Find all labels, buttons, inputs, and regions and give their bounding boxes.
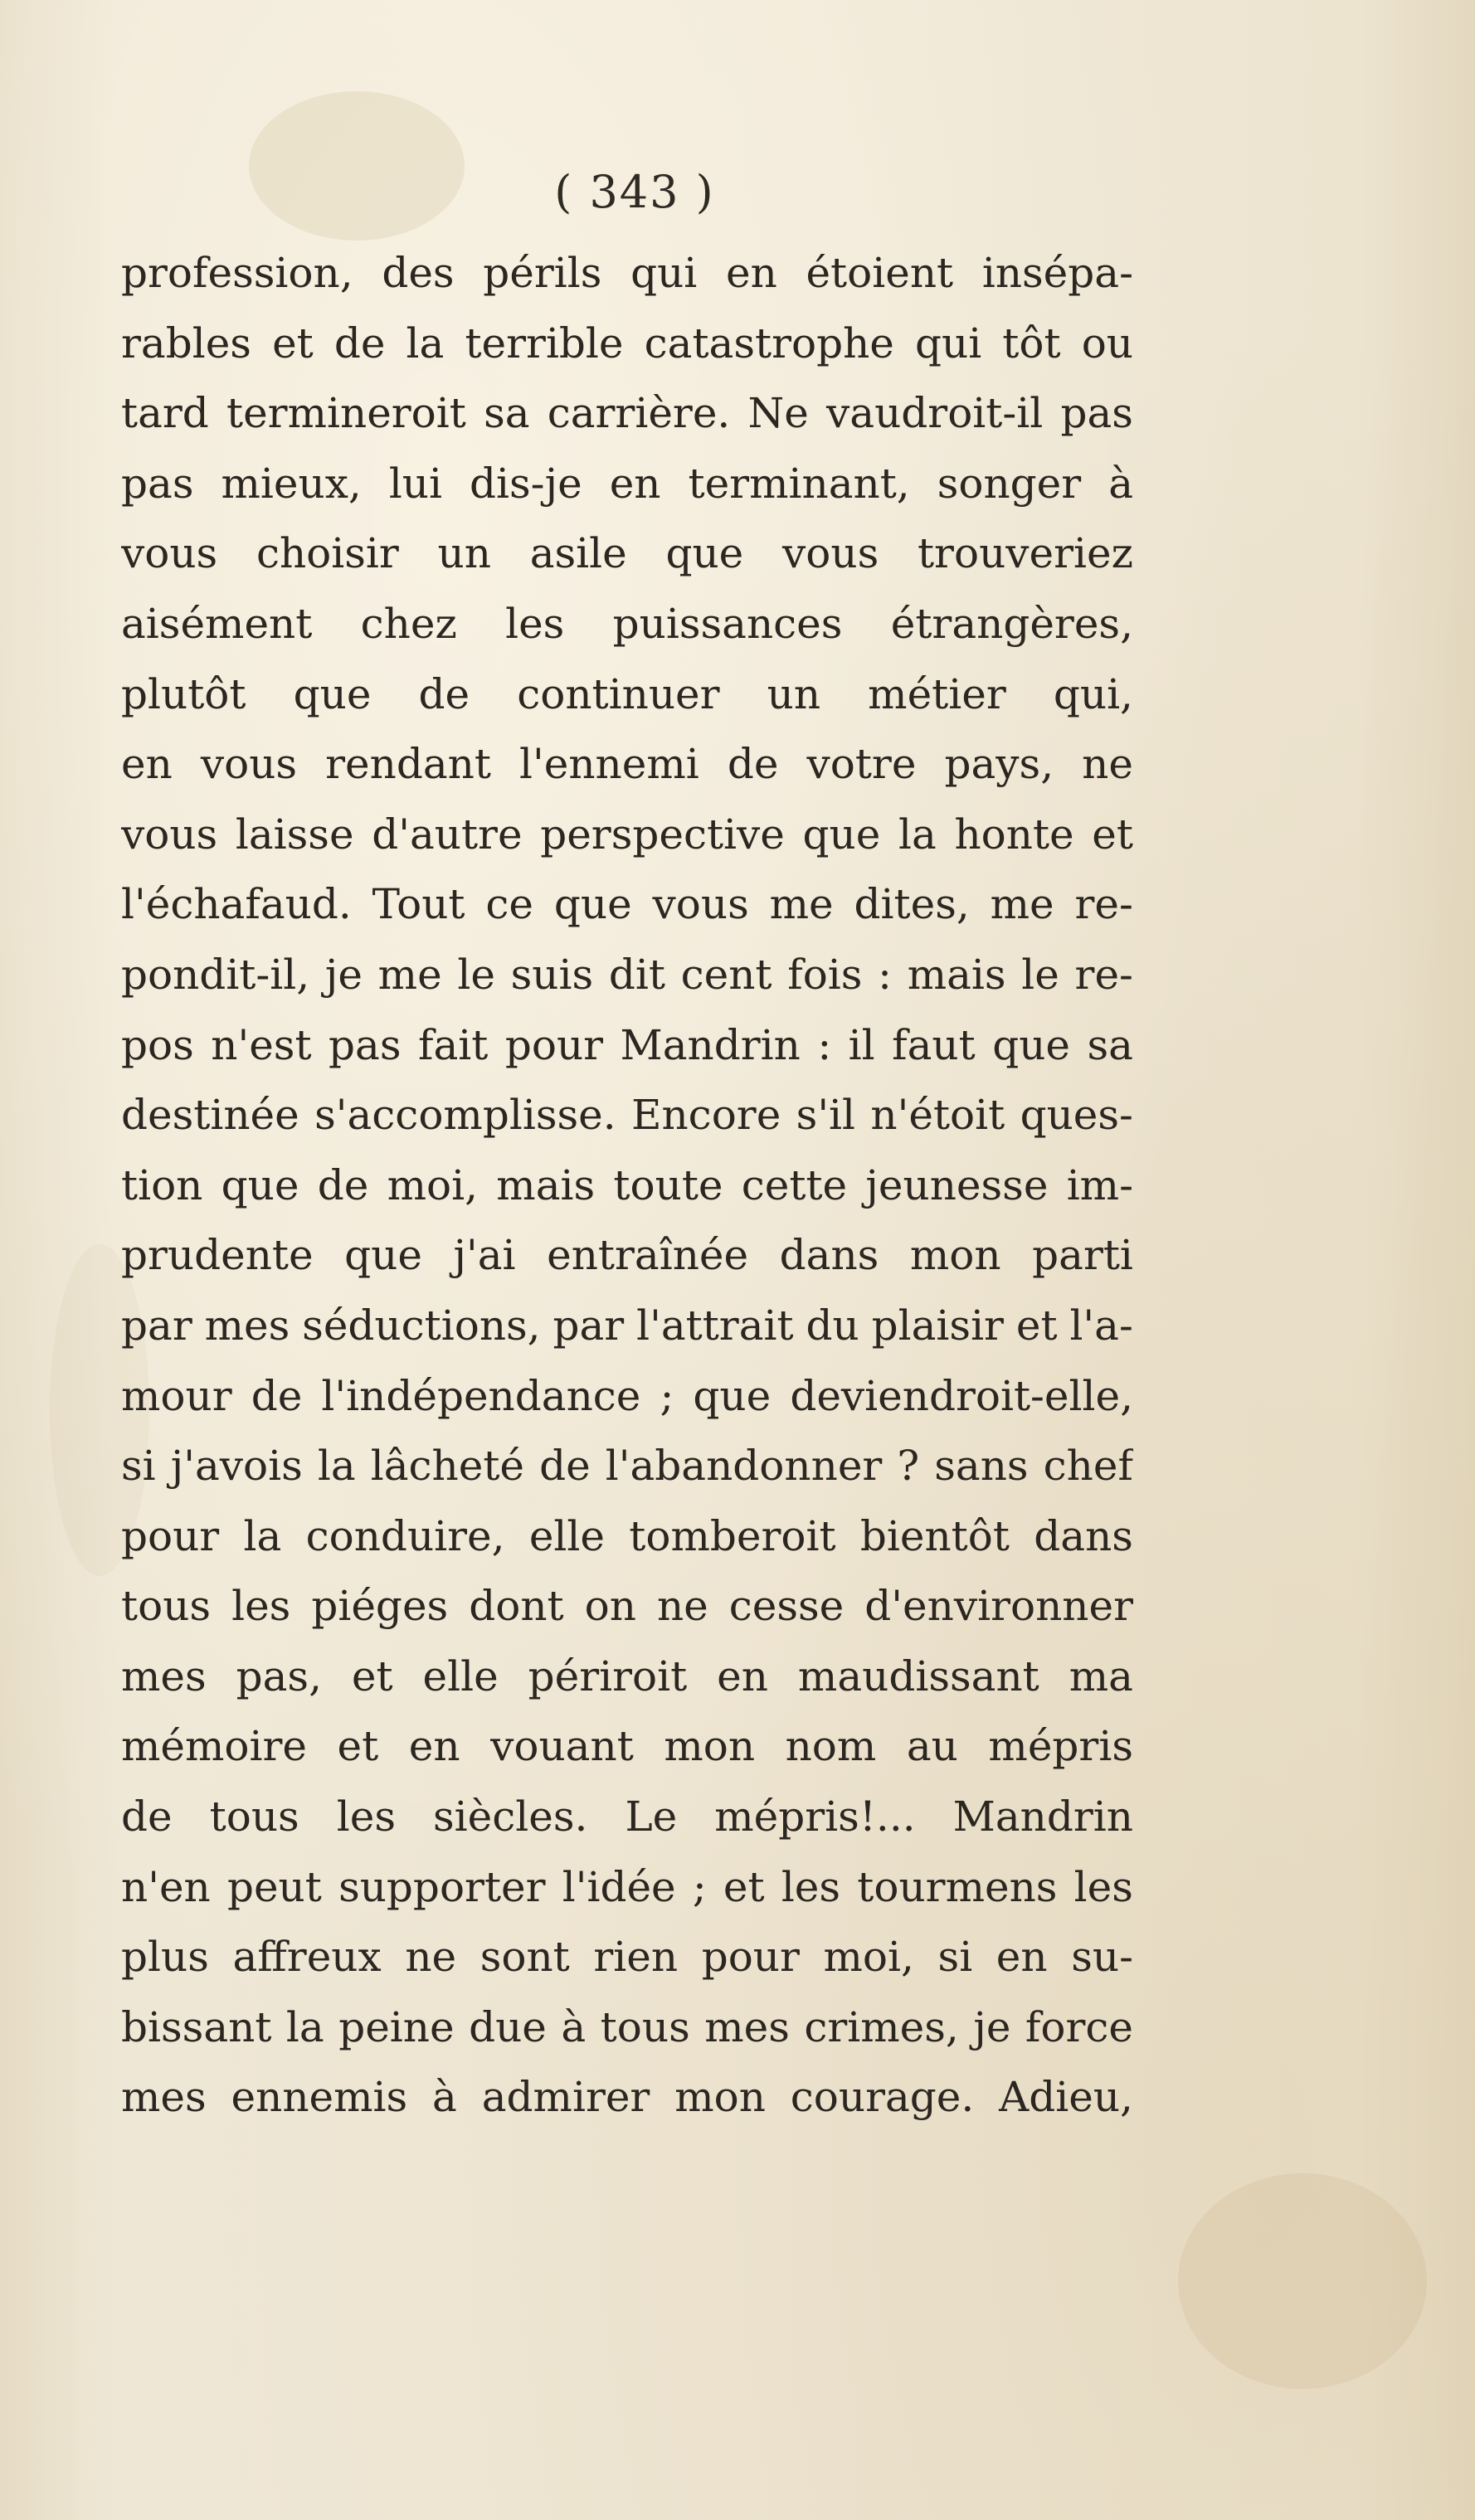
text-line: tard termineroit sa carrière. Ne vaudroit-il pas: [121, 389, 1133, 438]
page-number: ( 343 ): [554, 166, 715, 218]
text-line: l'échafaud. Tout ce que vous me dites, me re-: [121, 880, 1133, 929]
text-line: pos n'est pas fait pour Mandrin : il faut que sa: [121, 1020, 1133, 1069]
text-line: aisément chez les puissances étrangères,: [121, 599, 1133, 648]
text-line: tous les piéges dont on ne cesse d'environner: [121, 1582, 1133, 1631]
text-line: mour de l'indépendance ; que deviendroit-elle,: [121, 1371, 1133, 1420]
text-line: vous laisse d'autre perspective que la honte et: [121, 810, 1133, 859]
text-line: de tous les siècles. Le mépris!... Mandrin: [121, 1793, 1133, 1841]
text-line: n'en peut supporter l'idée ; et les tourmens les: [121, 1862, 1133, 1911]
text-line: si j'avois la lâcheté de l'abandonner ? sans chef: [121, 1442, 1133, 1491]
text-line: en vous rendant l'ennemi de votre pays, ne: [121, 740, 1133, 789]
text-line: mes ennemis à admirer mon courage. Adieu,: [121, 2073, 1133, 2122]
text-line: plus affreux ne sont rien pour moi, si en su-: [121, 1933, 1133, 1982]
text-line: par mes séductions, par l'attrait du plaisir et l'a-: [121, 1301, 1133, 1350]
text-line: plutôt que de continuer un métier qui,: [121, 669, 1133, 718]
text-line: vous choisir un asile que vous trouveriez: [121, 529, 1133, 578]
text-line: rables et de la terrible catastrophe qui tôt ou: [121, 319, 1133, 367]
paper-stain: [1178, 2173, 1427, 2389]
text-line: tion que de moi, mais toute cette jeunesse im-: [121, 1160, 1133, 1209]
text-line: prudente que j'ai entraînée dans mon parti: [121, 1231, 1133, 1280]
text-line: profession, des périls qui en étoient insépa-: [121, 249, 1133, 297]
text-line: bissant la peine due à tous mes crimes, je force: [121, 2002, 1133, 2051]
text-line: pas mieux, lui dis-je en terminant, songer à: [121, 459, 1133, 508]
text-line: pondit-il, je me le suis dit cent fois : mais le re-: [121, 950, 1133, 999]
text-line: mes pas, et elle périroit en maudissant ma: [121, 1652, 1133, 1700]
text-line: destinée s'accomplisse. Encore s'il n'étoit ques-: [121, 1091, 1133, 1140]
text-line: mémoire et en vouant mon nom au mépris: [121, 1722, 1133, 1771]
text-line: pour la conduire, elle tomberoit bientôt dans: [121, 1511, 1133, 1560]
body-text: [121, 249, 1133, 2143]
